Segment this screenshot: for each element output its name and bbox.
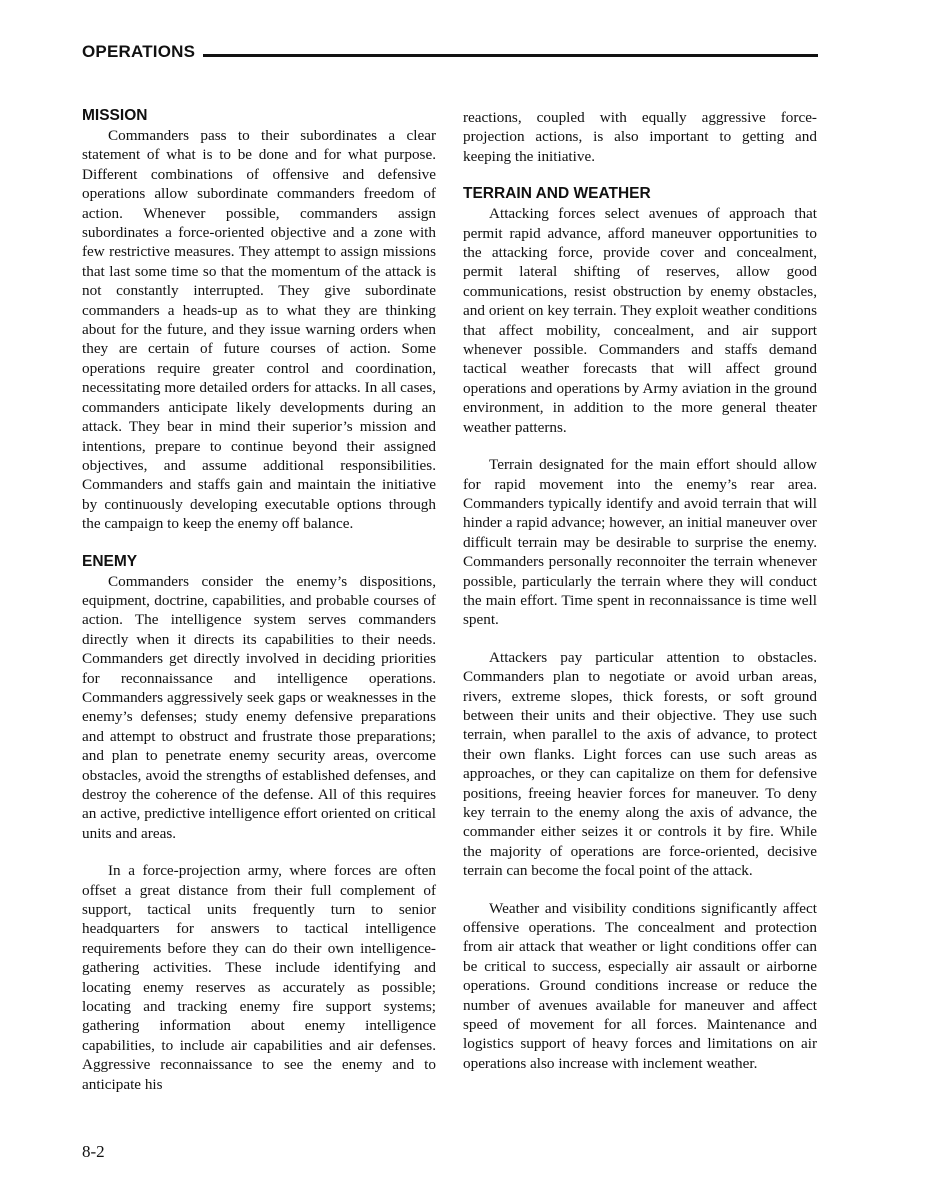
paragraph: Weather and visibility conditions significantly affect offensive operations. The concealment and protection from air attack that weather or light conditions offer can be critical to success, especially air assault or airborne operations. Ground conditions increase or reduce the number of avenues available for maneuver and affect speed of movement for all forces. Maintenance and logistics support of heavy forces and limitations on air operations also increase with inclement weather. bbox=[463, 899, 817, 1072]
section-heading-mission: MISSION bbox=[82, 107, 148, 124]
header-rule bbox=[203, 54, 818, 57]
left-column bbox=[82, 106, 436, 1094]
section-mission bbox=[82, 106, 436, 534]
section-heading-enemy: ENEMY bbox=[82, 552, 138, 570]
page-number: 8-2 bbox=[82, 1142, 105, 1161]
right-column bbox=[463, 108, 817, 1073]
section-heading-terrain-and-weather: TERRAIN AND WEATHER bbox=[463, 185, 651, 203]
section-terrain-and-weather bbox=[463, 184, 817, 1073]
paragraph-continuation: reactions, coupled with equally aggressive force-projection actions, is also important to getting and keeping the initiative. bbox=[463, 109, 817, 165]
paragraph: Commanders consider the enemy’s dispositions, equipment, doctrine, capabilities, and probable courses of action. The intelligence system serves commanders directly when it directs its capabilities to their needs. Commanders get directly involved in deciding priorities for reconnaissance and intelligence operations. Commanders aggressively seek gaps or weaknesses in the enemy’s defenses; study enemy defensive preparations and attempt to obstruct and frustrate those preparations; and plan to penetrate enemy security areas, overcome obstacles, avoid the strengths of established defenses, and destroy the coherence of the defense. All of this requires an active, predictive intelligence effort oriented on critical units and areas. bbox=[82, 572, 436, 842]
paragraph: Attackers pay particular attention to obstacles. Commanders plan to negotiate or avoid urban areas, rivers, extreme slopes, thick forests, or soft ground between their units and their objective. They use such terrain, when parallel to the axis of advance, to protect their own flanks. Light forces can use such areas as approaches, or they can capitalize on them for defensive positions, freeing heavier forces for maneuver. To deny key terrain to the enemy along the axis of advance, the commander either seizes it or controls it by fire. While the majority of operations are force-oriented, decisive terrain can become the focal point of the attack. bbox=[463, 648, 817, 880]
paragraph: Attacking forces select avenues of approach that permit rapid advance, afford maneuver opportunities to the attacking force, provide cover and concealment, permit lateral shifting of reserves, allow good communications, resist obstruction by enemy obstacles, and orient on key terrain. They exploit weather conditions that affect mobility, concealment, and air support whenever possible. Commanders and staffs demand tactical weather forecasts that will affect ground operations and operations by Army aviation in the ground environment, in addition to the more general theater weather patterns. bbox=[463, 205, 817, 436]
paragraph: Terrain designated for the main effort should allow for rapid movement into the enemy’s rear area. Commanders typically identify and avoid terrain that will hinder a rapid advance; however, an initial maneuver over difficult terrain may be desirable to surprise the enemy. Commanders personally reconnoiter the terrain whenever possible, particularly the terrain where they will conduct the main effort. Time spent in reconnaissance is time well spent. bbox=[463, 456, 817, 629]
section-enemy bbox=[82, 552, 436, 1095]
page-header bbox=[82, 40, 818, 64]
paragraph: In a force-projection army, where forces are often offset a great distance from their full complement of support, tactical units frequently turn to senior headquarters for answers to tactical intelligence requirements before they can do their own intelligence-gathering activities. These include identifying and locating enemy reserves as accurately as possible; locating and tracking enemy fire support systems; gathering information about enemy intelligence capabilities, to include air capabilities and air defenses. Aggressive reconnaissance to see the enemy and to anticipate his bbox=[82, 862, 436, 1093]
running-head: OPERATIONS bbox=[82, 42, 196, 61]
paragraph: Commanders pass to their subordinates a clear statement of what is to be done and for what purpose. Different combinations of offensive and defensive operations allow subordinate commanders freedom of action. Whenever possible, commanders assign subordinates a force-oriented objective and a zone with few restrictive measures. They attempt to assign missions that last some time so that the momentum of the attack is not constantly interrupted. They give subordinate commanders a heads-up as to what they are thinking about for the future, and they issue warning orders when they are certain of future courses of action. Some operations require greater control and coordination, necessitating more detailed orders for attacks. In all cases, commanders anticipate likely developments during an attack. They bear in mind their superior’s mission and intentions, prepare to continue beyond their assigned objectives, and assume additional responsibilities. Commanders and staffs gain and maintain the initiative by continuously developing executable options through the campaign to keep the enemy off balance. bbox=[82, 127, 436, 533]
